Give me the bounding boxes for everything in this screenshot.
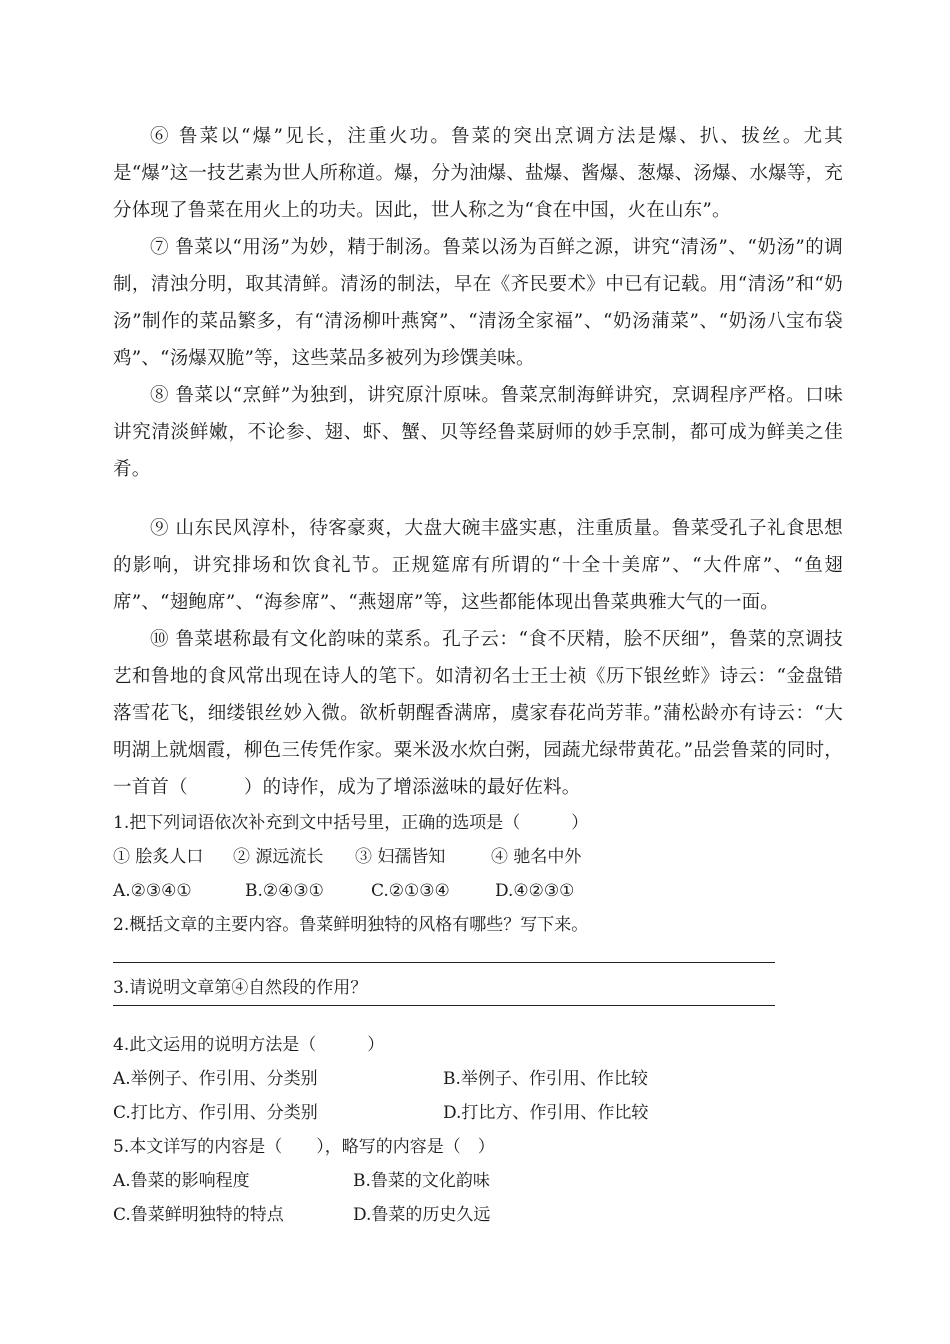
word-option: ④ 驰名中外 [491, 847, 582, 867]
answer-option: B.②④③① [245, 881, 324, 901]
word-option: ③ 妇孺皆知 [355, 847, 446, 867]
answer-line[interactable] [113, 962, 775, 963]
question-2-prompt: 2.概括文章的主要内容。鲁菜鲜明独特的风格有哪些？写下来。 [113, 915, 589, 935]
question-5-options-row-2 [113, 1198, 843, 1232]
question-1-words [113, 840, 843, 874]
spacer [113, 1018, 843, 1028]
word-option: ① 脍炙人口 [113, 847, 204, 867]
question-4-prompt: 4.此文运用的说明方法是（ ） [113, 1035, 385, 1055]
paragraph-6: ⑥ 鲁菜以“爆”见长，注重火功。鲁菜的突出烹调方法是爆、扒、拔丝。尤其是“爆”这一技艺素为世人所称道。爆，分为油爆、盐爆、酱爆、葱爆、汤爆、水爆等，充分体现了鲁菜在用火上的功夫。因此，世人称之为“食在中国，火在山东”。 [113, 126, 843, 221]
paragraph-8: ⑧ 鲁菜以“烹鲜”为独到，讲究原汁原味。鲁菜烹制海鲜讲究，烹调程序严格。口味讲究清淡鲜嫩，不论参、翅、虾、蟹、贝等经鲁菜厨师的妙手烹制，都可成为鲜美之佳肴。 [113, 385, 843, 480]
answer-option: A.鲁菜的影响程度 [113, 1171, 250, 1191]
question-5-options-row-1 [113, 1164, 843, 1198]
answer-option: D.打比方、作引用、作比较 [443, 1103, 649, 1123]
question-1-options [113, 874, 843, 908]
paragraph-10: ⑩ 鲁菜堪称最有文化韵味的菜系。孔子云：“食不厌精，脍不厌细”，鲁菜的烹调技艺和鲁地的食风常出现在诗人的笔下。如清初名士王士祯《历下银丝蚱》诗云：“金盘错落雪花飞，细缕银丝妙入微。欲析朝醒香满席，虞家春花尚芳菲。”蒲松龄亦有诗云：“大明湖上就烟霞，柳色三传凭作家。粟米汲水炊白粥，园蔬尤绿带黄花。”品尝鲁菜的同时，一首首（ ）的诗作，成为了增添滋味的最好佐料。 [113, 629, 843, 798]
question-3-prompt: 3.请说明文章第④自然段的作用？ [113, 978, 368, 998]
answer-option: C.鲁菜鲜明独特的特点 [113, 1205, 284, 1225]
paragraph-7: ⑦ 鲁菜以“用汤”为妙，精于制汤。鲁菜以汤为百鲜之源，讲究“清汤”、“奶汤”的调制，清浊分明，取其清鲜。清汤的制法，早在《齐民要术》中已有记载。用“清汤”和“奶汤”制作的菜品繁多，有“清汤柳叶燕窝”、“清汤全家福”、“奶汤蒲菜”、“奶汤八宝布袋鸡”、“汤爆双脆”等，这些菜品多被列为珍馔美味。 [113, 237, 843, 369]
question-4-options-row-2 [113, 1096, 843, 1130]
paragraph-9: ⑨ 山东民风淳朴，待客豪爽，大盘大碗丰盛实惠，注重质量。鲁菜受孔子礼食思想的影响，讲究排场和饮食礼节。正规筵席有所谓的“十全十美席”、“大件席”、“鱼翅席”、“翅鲍席”、“海参席”、“燕翅席”等，这些都能体现出鲁菜典雅大气的一面。 [113, 518, 843, 613]
word-option: ② 源远流长 [233, 847, 324, 867]
question-4-options-row-1 [113, 1062, 843, 1096]
answer-option: B.鲁菜的文化韵味 [353, 1171, 490, 1191]
answer-option: D.④②③① [495, 881, 575, 901]
answer-option: C.②①③④ [371, 881, 450, 901]
question-1-prompt: 1.把下列词语依次补充到文中括号里，正确的选项是（ ） [113, 813, 589, 833]
answer-option: C.打比方、作引用、分类别 [113, 1103, 318, 1123]
answer-option: B.举例子、作引用、作比较 [443, 1069, 648, 1089]
worksheet-page [113, 118, 843, 1232]
answer-option: A.②③④① [113, 881, 192, 901]
paragraph-gap [113, 488, 843, 510]
answer-option: A.举例子、作引用、分类别 [113, 1069, 318, 1089]
question-5-prompt: 5.本文详写的内容是（ ），略写的内容是（ ） [113, 1137, 495, 1157]
answer-option: D.鲁菜的历史久远 [353, 1205, 491, 1225]
answer-line[interactable] [113, 1005, 775, 1006]
